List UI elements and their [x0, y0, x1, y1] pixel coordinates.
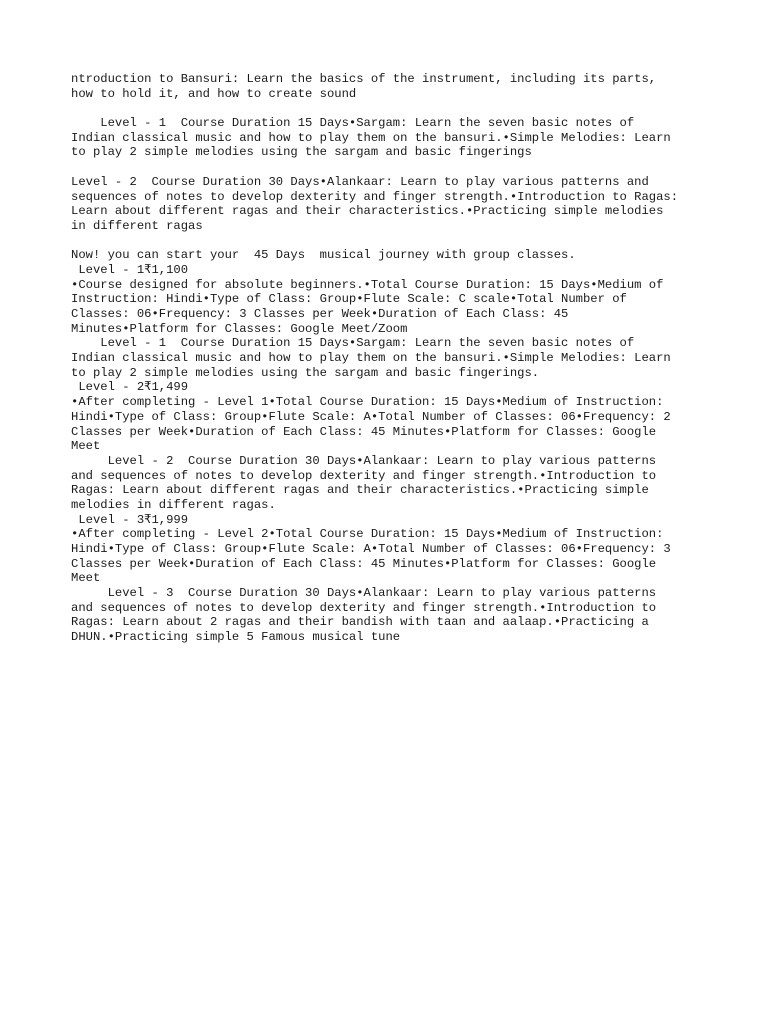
text-line: Level - 3 Course Duration 30 Days•Alankaar: Learn to play various patterns: [71, 586, 657, 601]
blank-line: [71, 160, 711, 175]
document-page: [71, 72, 711, 645]
text-line: ntroduction to Bansuri: Learn the basics of the instrument, including its parts,: [71, 72, 657, 86]
text-line: Meet: [71, 439, 101, 454]
text-line: Level - 2 Course Duration 30 Days•Alankaar: Learn to play various patterns: [71, 453, 657, 468]
text-line: Classes per Week•Duration of Each Class: 45 Minutes•Platform for Classes: Google: [71, 424, 657, 439]
text-line: •After completing - Level 2•Total Course Duration: 15 Days•Medium of Instruction:: [71, 527, 664, 542]
group-classes-section: [71, 248, 711, 645]
text-line: Level - 1 Course Duration 15 Days•Sargam: Learn the seven basic notes of: [71, 336, 635, 351]
text-line: Instruction: Hindi•Type of Class: Group•Flute Scale: C scale•Total Number of: [71, 292, 627, 307]
price-level-3: Level - 3₹1,999: [71, 512, 189, 527]
text-line: •After completing - Level 1•Total Course Duration: 15 Days•Medium of Instruction:: [71, 395, 664, 410]
text-line: melodies in different ragas.: [71, 497, 276, 512]
text-line: Classes per Week•Duration of Each Class: 45 Minutes•Platform for Classes: Google: [71, 556, 657, 571]
text-line: Indian classical music and how to play them on the bansuri.•Simple Melodies: Learn: [71, 130, 671, 145]
text-line: Hindi•Type of Class: Group•Flute Scale: A•Total Number of Classes: 06•Frequency: 2: [71, 409, 671, 424]
text-line: in different ragas: [71, 218, 203, 233]
blank-line: [71, 101, 711, 116]
text-line: to play 2 simple melodies using the sargam and basic fingerings: [71, 145, 532, 160]
text-line: Minutes•Platform for Classes: Google Meet/Zoom: [71, 321, 408, 336]
text-line: Classes: 06•Frequency: 3 Classes per Week•Duration of Each Class: 45: [71, 307, 569, 321]
text-line: Ragas: Learn about 2 ragas and their bandish with taan and aalaap.•Practicing a: [71, 615, 649, 630]
price-level-2: Level - 2₹1,499: [71, 380, 189, 395]
overview-level-1-paragraph: [71, 116, 711, 160]
text-line: sequences of notes to develop dexterity and finger strength.•Introduction to Ragas:: [71, 189, 679, 204]
text-line: DHUN.•Practicing simple 5 Famous musical tune: [71, 630, 401, 645]
text-line: •Course designed for absolute beginners.•Total Course Duration: 15 Days•Medium of: [71, 277, 664, 292]
overview-level-2-paragraph: [71, 175, 711, 234]
text-line: Learn about different ragas and their characteristics.•Practicing simple melodies: [71, 204, 664, 219]
text-line: to play 2 simple melodies using the sargam and basic fingerings.: [71, 365, 540, 380]
intro-paragraph: [71, 72, 711, 101]
text-line: Hindi•Type of Class: Group•Flute Scale: A•Total Number of Classes: 06•Frequency: 3: [71, 542, 671, 556]
text-line: Level - 1 Course Duration 15 Days•Sargam: Learn the seven basic notes of: [71, 116, 635, 131]
blank-line: [71, 234, 711, 249]
text-line: Indian classical music and how to play them on the bansuri.•Simple Melodies: Learn: [71, 351, 671, 366]
group-classes-heading: Now! you can start your 45 Days musical journey with group classes.: [71, 248, 576, 263]
price-level-1: Level - 1₹1,100: [71, 262, 189, 277]
text-line: Ragas: Learn about different ragas and their characteristics.•Practicing simple: [71, 483, 649, 498]
text-line: Meet: [71, 571, 101, 586]
text-line: and sequences of notes to develop dexterity and finger strength.•Introduction to: [71, 600, 657, 615]
text-line: how to hold it, and how to create sound: [71, 86, 357, 101]
text-line: and sequences of notes to develop dexterity and finger strength.•Introduction to: [71, 468, 657, 483]
text-line: Level - 2 Course Duration 30 Days•Alankaar: Learn to play various patterns and: [71, 174, 649, 189]
